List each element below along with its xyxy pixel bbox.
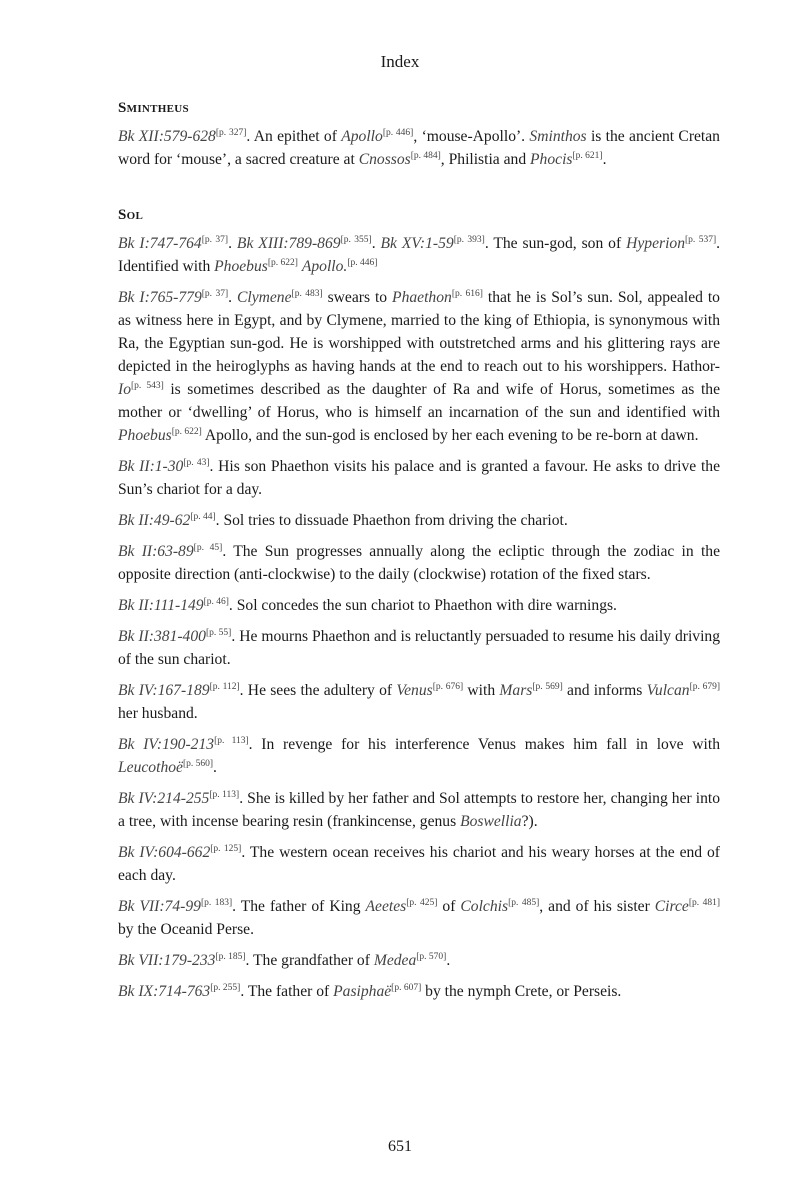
entry-text: , ‘mouse-Apollo’. bbox=[413, 128, 530, 145]
entry-text: . His son Phaethon visits his palace and is granted a favour. He asks to drive the Sun’s chariot for a day. bbox=[118, 458, 720, 498]
entry-text: is sometimes described as the daughter of Ra and wife of Horus, sometimes as the mother or ‘dwelling’ of Horus, who is himself an incarnation of the sun and identified with bbox=[118, 381, 720, 421]
entry-text: that he is Sol’s sun. Sol, appealed to as witness here in Egypt, and by Clymene, married to the king of Ethiopia, is synonymous with Ra, the Egyptian sun-god. He is worshipped with outstretched arms and his glittering rays are depicted in the heiroglyphs as having hands at the end to reach out to his worshippers. Hathor- bbox=[118, 289, 720, 375]
entry-text: . bbox=[228, 289, 237, 306]
page-reference: [p. 622] bbox=[171, 426, 202, 437]
index-entry bbox=[118, 594, 720, 617]
book-reference: Bk I:747-764 bbox=[118, 235, 202, 252]
index-entry bbox=[118, 232, 720, 278]
cross-reference-name: Phocis bbox=[530, 151, 573, 168]
page-reference: [p. 481] bbox=[688, 897, 721, 908]
index-entry bbox=[118, 895, 720, 941]
book-reference: Bk XII:579-628 bbox=[118, 128, 216, 145]
section-heading: Sol bbox=[118, 207, 144, 223]
page-reference: [p. 355] bbox=[340, 234, 372, 245]
entry-text: . The sun-god, son of bbox=[484, 235, 627, 252]
page-reference: [p. 393] bbox=[453, 234, 485, 245]
index-entry bbox=[118, 625, 720, 671]
entry-text: , Philistia and bbox=[440, 151, 531, 168]
page-reference: [p. 113] bbox=[209, 789, 240, 800]
entry-text: . She is killed by her father and Sol attempts to restore her, changing her into a tree, with incense bearing resin (frankincense, genus bbox=[118, 790, 720, 830]
index-entry bbox=[118, 949, 720, 972]
book-reference: Bk IX:714-763 bbox=[118, 983, 211, 1000]
page-reference: [p. 125] bbox=[210, 843, 242, 854]
entry-text: . The grandfather of bbox=[245, 952, 374, 969]
cross-reference-name: Vulcan bbox=[646, 682, 690, 699]
page-reference: [p. 37] bbox=[201, 288, 229, 299]
entry-text: , and of his sister bbox=[539, 898, 655, 915]
page-header: Index bbox=[380, 52, 420, 71]
cross-reference-name: Io bbox=[118, 381, 131, 398]
page-reference: [p. 569] bbox=[532, 681, 563, 692]
index-entry bbox=[118, 509, 720, 532]
cross-reference-name: Colchis bbox=[460, 898, 509, 915]
entry-text: . The father of bbox=[240, 983, 334, 1000]
cross-reference-name: Boswellia bbox=[460, 813, 522, 830]
page-reference: [p. 185] bbox=[215, 951, 246, 962]
cross-reference-name: Leucothoë bbox=[118, 759, 183, 776]
entry-text: . The father of King bbox=[232, 898, 366, 915]
entry-text: with bbox=[463, 682, 500, 699]
entry-text: . bbox=[213, 759, 217, 776]
book-reference: Bk XV:1-59 bbox=[380, 235, 454, 252]
index-content bbox=[118, 100, 720, 1039]
entry-text: by the nymph Crete, or Perseis. bbox=[421, 983, 622, 1000]
book-reference: Bk VII:179-233 bbox=[118, 952, 216, 969]
page-reference: [p. 607] bbox=[391, 982, 422, 993]
book-reference: Bk VII:74-99 bbox=[118, 898, 201, 915]
index-section bbox=[118, 207, 720, 1003]
cross-reference-name: Sminthos bbox=[529, 128, 587, 145]
page-reference: [p. 446] bbox=[382, 127, 414, 138]
entry-text: . bbox=[228, 235, 237, 252]
page-reference: [p. 44] bbox=[190, 511, 216, 522]
cross-reference-name: Mars bbox=[499, 682, 533, 699]
index-entry bbox=[118, 787, 720, 833]
page-reference: [p. 37] bbox=[201, 234, 229, 245]
page-reference: [p. 483] bbox=[291, 288, 323, 299]
book-reference: Bk II:49-62 bbox=[118, 512, 191, 529]
cross-reference-name: Aeetes bbox=[365, 898, 407, 915]
book-reference: Bk IV:604-662 bbox=[118, 844, 211, 861]
page-reference: [p. 446] bbox=[347, 257, 378, 268]
page-number: 651 bbox=[388, 1138, 412, 1155]
index-entry bbox=[118, 841, 720, 887]
cross-reference-name: Pasiphaë bbox=[333, 983, 392, 1000]
book-reference: Bk II:63-89 bbox=[118, 543, 194, 560]
cross-reference-name: Phoebus bbox=[118, 427, 172, 444]
book-reference: Bk IV:167-189 bbox=[118, 682, 210, 699]
entry-text: . The Sun progresses annually along the ecliptic through the zodiac in the opposite direction (anti-clockwise) to the daily (clockwise) rotation of the fixed stars. bbox=[118, 543, 720, 583]
page-reference: [p. 676] bbox=[432, 681, 464, 692]
book-reference: Bk II:1-30 bbox=[118, 458, 184, 475]
page-reference: [p. 537] bbox=[685, 234, 717, 245]
page-reference: [p. 570] bbox=[416, 951, 447, 962]
page-reference: [p. 183] bbox=[200, 897, 233, 908]
index-entry bbox=[118, 125, 720, 171]
page-reference: [p. 484] bbox=[410, 150, 441, 161]
cross-reference-name: Venus bbox=[396, 682, 433, 699]
index-entry bbox=[118, 679, 720, 725]
page-reference: [p. 622] bbox=[267, 257, 298, 268]
entry-text: . He sees the adultery of bbox=[239, 682, 397, 699]
entry-text: . bbox=[371, 235, 381, 252]
entry-text: . Sol tries to dissuade Phaethon from driving the chariot. bbox=[215, 512, 568, 529]
entry-text: . bbox=[446, 952, 451, 969]
page-reference: [p. 55] bbox=[205, 627, 232, 638]
entry-text: and informs bbox=[562, 682, 647, 699]
entry-text: is the ancient Cretan word for ‘mouse’, a sacred creature at bbox=[118, 128, 720, 168]
section-heading: Smintheus bbox=[118, 100, 189, 116]
entry-text: her husband. bbox=[118, 705, 198, 722]
page-reference: [p. 255] bbox=[210, 982, 241, 993]
page-reference: [p. 327] bbox=[215, 127, 247, 138]
cross-reference-name: Hyperion bbox=[626, 235, 685, 252]
book-reference: Bk I:765-779 bbox=[118, 289, 202, 306]
index-section bbox=[118, 100, 720, 171]
entry-text: of bbox=[437, 898, 461, 915]
entry-text: . Sol concedes the sun chariot to Phaethon with dire warnings. bbox=[228, 597, 617, 614]
page-reference: [p. 113] bbox=[214, 735, 249, 746]
index-entry bbox=[118, 980, 720, 1003]
cross-reference-name: Phaethon bbox=[392, 289, 452, 306]
entry-text: . In revenge for his interference Venus makes him fall in love with bbox=[248, 736, 721, 753]
cross-reference-name: Clymene bbox=[236, 289, 292, 306]
cross-reference-name: Apollo bbox=[341, 128, 383, 145]
book-reference: Bk II:381-400 bbox=[118, 628, 206, 645]
entry-text: by the Oceanid Perse. bbox=[118, 921, 254, 938]
cross-reference-name: Phoebus bbox=[214, 258, 268, 275]
page-reference: [p. 679] bbox=[689, 681, 721, 692]
page-reference: [p. 46] bbox=[203, 596, 229, 607]
index-entry bbox=[118, 733, 720, 779]
entry-text: . Identified with bbox=[118, 235, 721, 275]
book-reference: Bk II:111-149 bbox=[118, 597, 204, 614]
index-entry bbox=[118, 455, 720, 501]
page-reference: [p. 425] bbox=[406, 897, 438, 908]
entry-text: . The western ocean receives his chariot and his weary horses at the end of each day. bbox=[118, 844, 721, 884]
book-reference: Bk IV:214-255 bbox=[118, 790, 210, 807]
page-reference: [p. 485] bbox=[508, 897, 540, 908]
entry-text: . An epithet of bbox=[246, 128, 342, 145]
page-reference: [p. 621] bbox=[572, 150, 603, 161]
index-entry bbox=[118, 286, 720, 447]
entry-text: . He mourns Phaethon and is reluctantly persuaded to resume his daily driving of the sun chariot. bbox=[118, 628, 720, 668]
index-entry bbox=[118, 540, 720, 586]
cross-reference-name: Cnossos bbox=[358, 151, 411, 168]
entry-text: Apollo, and the sun-god is enclosed by her each evening to be re-born at dawn. bbox=[201, 427, 699, 444]
page-reference: [p. 616] bbox=[451, 288, 483, 299]
page-reference: [p. 45] bbox=[193, 542, 223, 553]
book-reference: Bk IV:190-213 bbox=[118, 736, 215, 753]
page-reference: [p. 543] bbox=[131, 380, 164, 391]
cross-reference-name: Circe bbox=[654, 898, 689, 915]
entry-text: swears to bbox=[322, 289, 393, 306]
page-reference: [p. 112] bbox=[209, 681, 240, 692]
page-reference: [p. 43] bbox=[183, 457, 210, 468]
cross-reference-name: Apollo. bbox=[301, 258, 348, 275]
page-reference: [p. 560] bbox=[182, 758, 214, 769]
entry-text: ?). bbox=[521, 813, 538, 830]
cross-reference-name: Medea bbox=[373, 952, 417, 969]
book-reference: Bk XIII:789-869 bbox=[236, 235, 341, 252]
entry-text: . bbox=[602, 151, 607, 168]
